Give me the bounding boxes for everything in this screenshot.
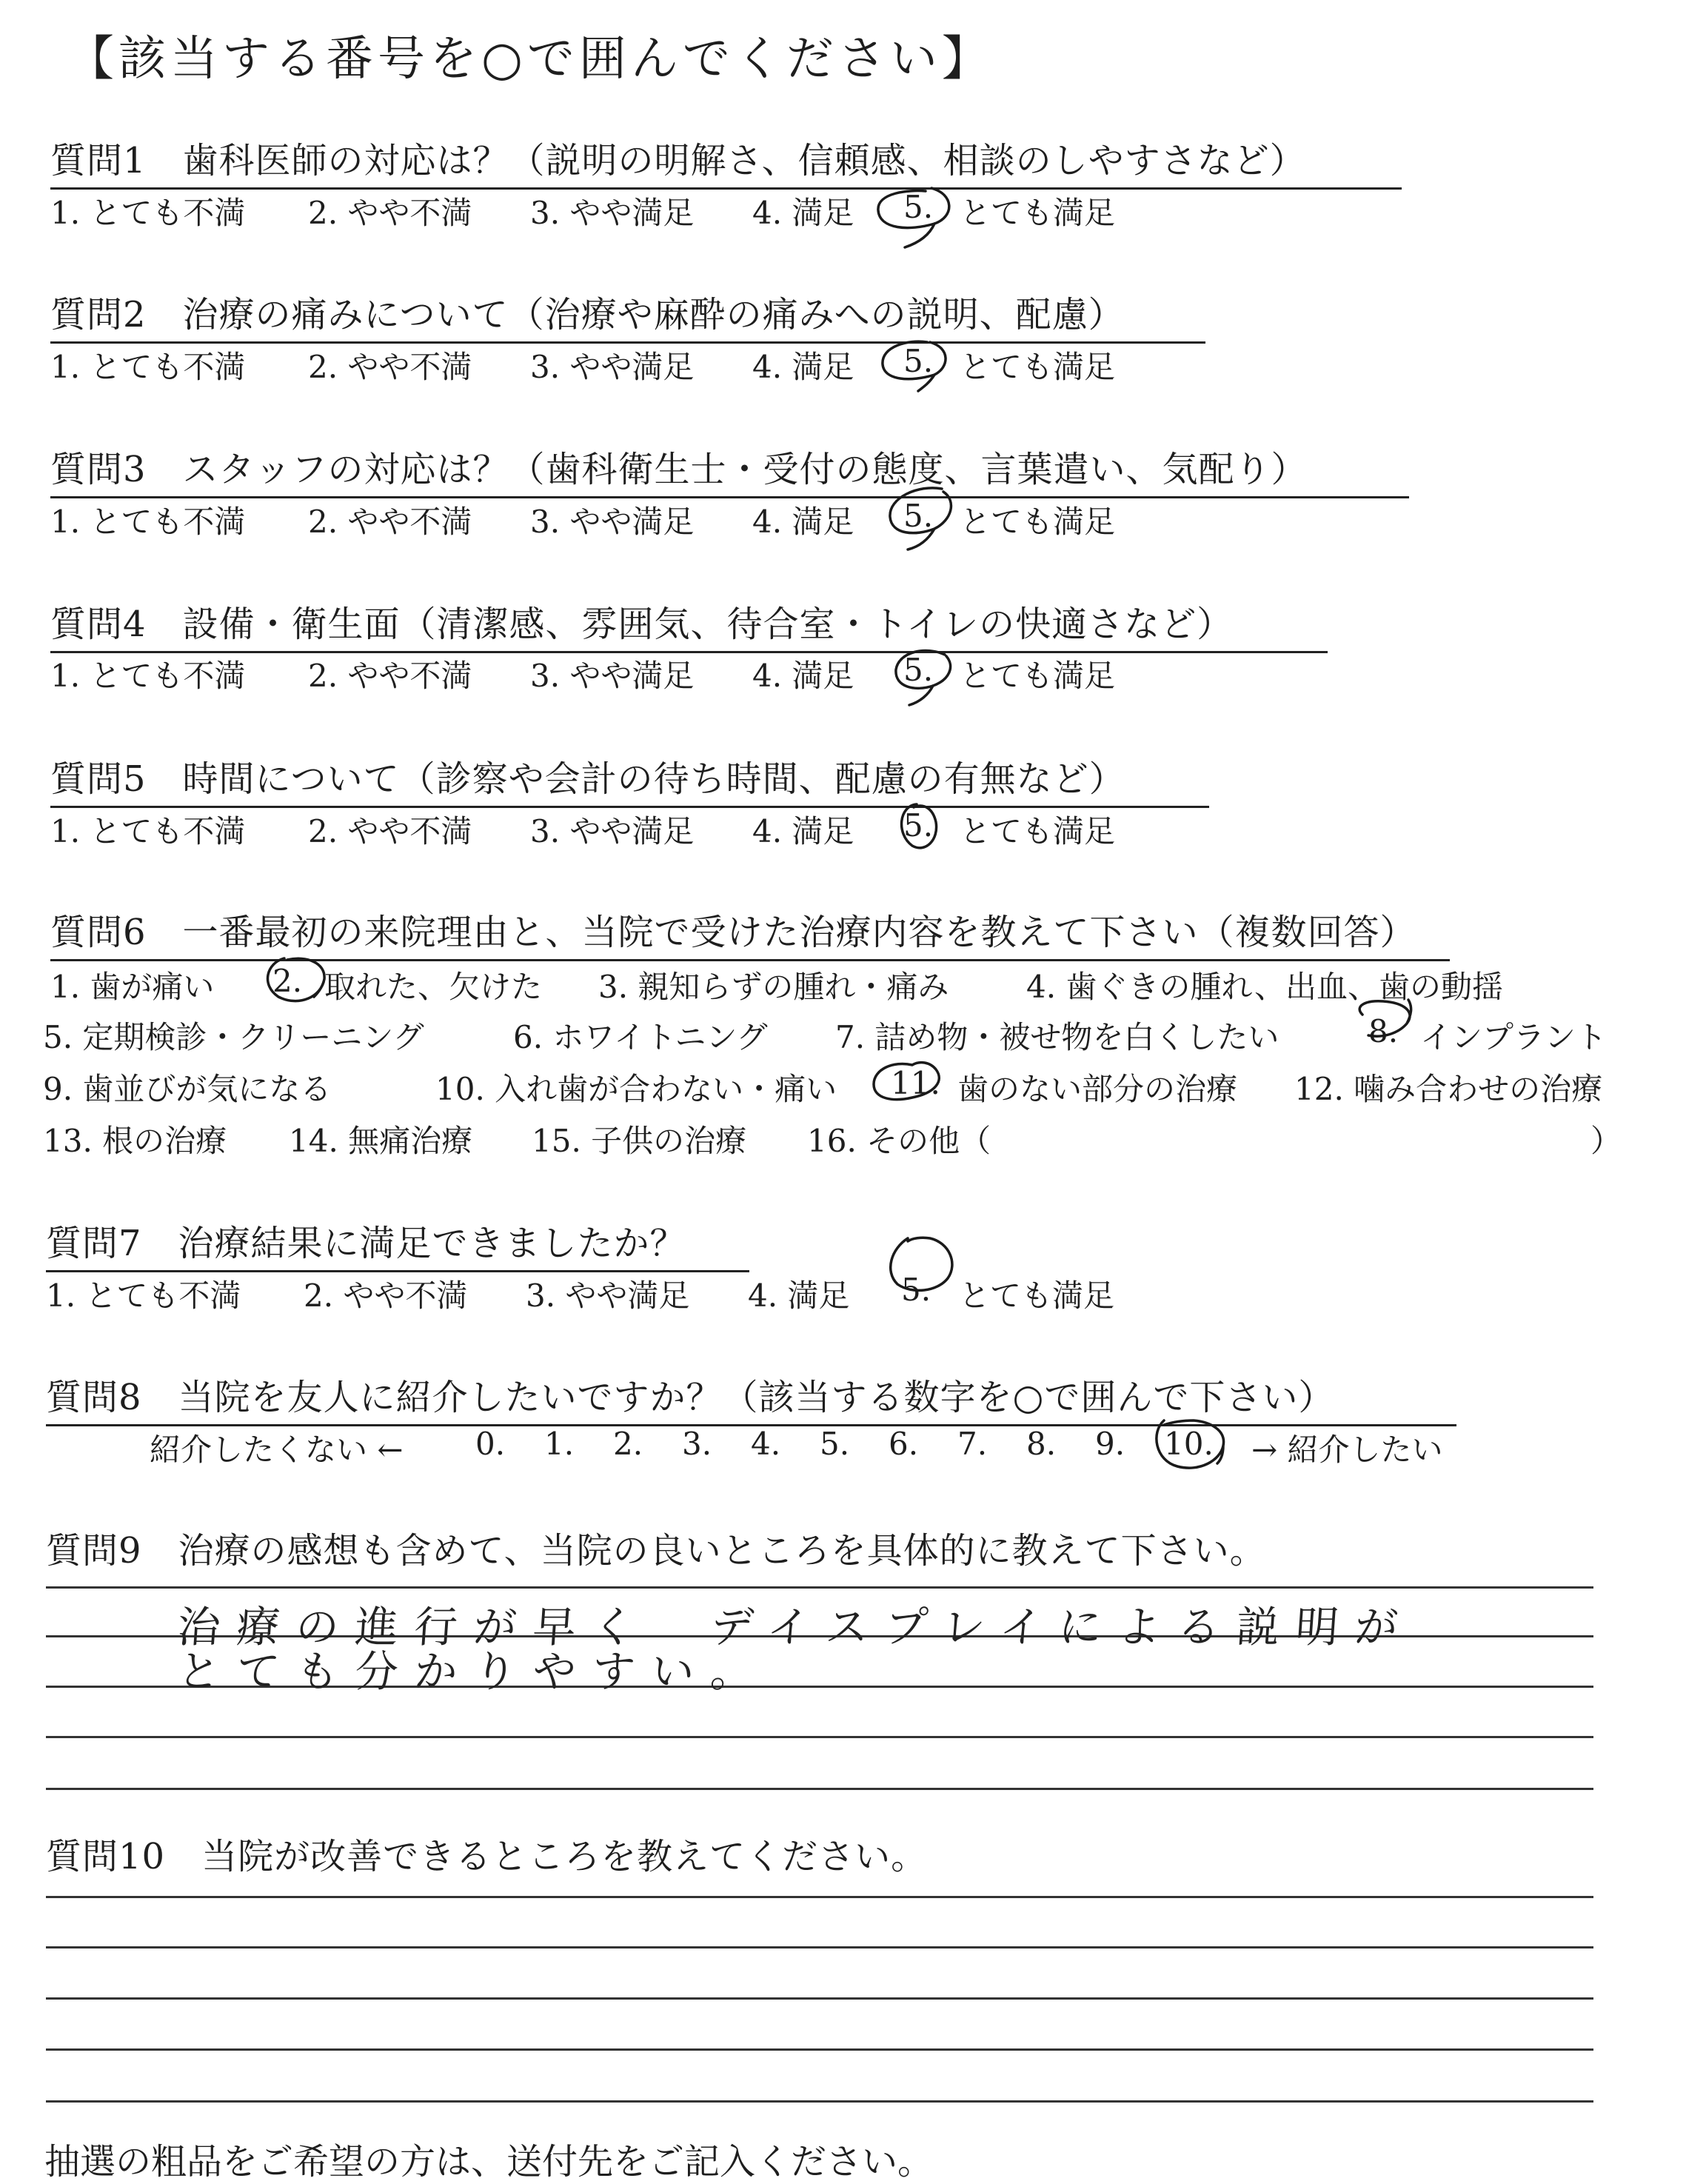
answer-line — [46, 1586, 1593, 1589]
option-14[interactable]: 14. 無痛治療 — [289, 1123, 473, 1159]
question-9-title: 質問9 治療の感想も含めて、当院の良いところを具体的に教えて下さい。 — [46, 1530, 1266, 1572]
option-2-label: 取れた、欠けた — [324, 969, 543, 1005]
option-5[interactable]: 5. — [903, 498, 934, 534]
option-8-label: インプラント — [1420, 1019, 1608, 1055]
question-6-title: 質問6 一番最初の来院理由と、当院で受けた治療内容を教えて下さい（複数回答） — [50, 904, 1450, 961]
question-4-title: 質問4 設備・衛生面（清潔感、雰囲気、待合室・トイレの快適さなど） — [50, 595, 1328, 653]
option-10[interactable]: 10. 入れ歯が合わない・痛い — [435, 1071, 837, 1107]
question-8-title: 質問8 当院を友人に紹介したいですか？（該当する数字を○で囲んで下さい） — [46, 1369, 1456, 1426]
handwritten-answer-line-1: 治療の進行が早く デイスプレイによる説明が — [175, 1602, 1416, 1652]
option-5[interactable]: 5. 定期検診・クリーニング — [43, 1019, 424, 1055]
option-11-label: 歯のない部分の治療 — [957, 1071, 1238, 1107]
question-5-title: 質問5 時間について（診察や会計の待ち時間、配慮の有無など） — [50, 750, 1209, 808]
option-5-label: とても満足 — [960, 195, 1116, 231]
scale-0[interactable]: 0. — [475, 1426, 506, 1462]
answer-line — [46, 1997, 1593, 2000]
option-4[interactable]: 4. 満足 — [752, 504, 854, 540]
answer-line — [46, 2100, 1593, 2103]
option-3[interactable]: 3. やや満足 — [526, 1278, 690, 1314]
question-1-title: 質問1 歯科医師の対応は？（説明の明解さ、信頼感、相談のしやすさなど） — [50, 132, 1402, 190]
option-4[interactable]: 4. 満足 — [752, 349, 854, 385]
option-16[interactable]: 16. その他（ — [807, 1123, 991, 1159]
option-2[interactable]: 2. やや不満 — [308, 195, 472, 231]
option-4[interactable]: 4. 満足 — [752, 195, 854, 231]
option-4[interactable]: 4. 歯ぐきの腫れ、出血、歯の動揺 — [1026, 969, 1503, 1005]
answer-line — [46, 1788, 1593, 1790]
option-5-label: とても満足 — [960, 504, 1116, 540]
option-8[interactable]: 8. — [1368, 1013, 1399, 1049]
option-1[interactable]: 1. とても不満 — [50, 504, 246, 540]
option-1[interactable]: 1. とても不満 — [50, 658, 246, 694]
option-2[interactable]: 2. やや不満 — [308, 504, 472, 540]
scale-6[interactable]: 6. — [889, 1426, 919, 1462]
scale-8[interactable]: 8. — [1026, 1426, 1057, 1462]
scale-right-label: → 紹介したい — [1251, 1432, 1443, 1468]
option-5-label: とても満足 — [960, 813, 1116, 849]
handwritten-answer-line-2: とても分かりやすい。 — [175, 1646, 772, 1697]
scale-4[interactable]: 4. — [751, 1426, 781, 1462]
option-5[interactable]: 5. — [903, 652, 934, 688]
option-2[interactable]: 2. やや不満 — [308, 813, 472, 849]
scale-3[interactable]: 3. — [682, 1426, 712, 1462]
option-1[interactable]: 1. とても不満 — [46, 1278, 241, 1314]
option-13[interactable]: 13. 根の治療 — [43, 1123, 227, 1159]
option-2[interactable]: 2. やや不満 — [304, 1278, 468, 1314]
option-5[interactable]: 5. — [903, 189, 934, 225]
form-heading: 【該当する番号を○で囲んでください】 — [67, 32, 994, 87]
answer-line — [46, 2048, 1593, 2051]
option-3[interactable]: 3. やや満足 — [530, 349, 695, 385]
option-7[interactable]: 7. 詰め物・被せ物を白くしたい — [835, 1019, 1280, 1055]
option-1[interactable]: 1. とても不満 — [50, 813, 246, 849]
answer-line — [46, 1946, 1593, 1948]
question-2-title: 質問2 治療の痛みについて（治療や麻酔の痛みへの説明、配慮） — [50, 286, 1205, 344]
option-12[interactable]: 12. 噛み合わせの治療 — [1294, 1071, 1603, 1107]
question-7-title: 質問7 治療結果に満足できましたか？ — [46, 1215, 749, 1272]
scale-7[interactable]: 7. — [957, 1426, 988, 1462]
scale-left-label: 紹介したくない ← — [150, 1432, 404, 1468]
option-2[interactable]: 2. — [272, 963, 303, 999]
question-3-title: 質問3 スタッフの対応は？（歯科衛生士・受付の態度、言葉遣い、気配り） — [50, 441, 1409, 498]
option-16-close-paren: ） — [1590, 1123, 1622, 1159]
option-6[interactable]: 6. ホワイトニング — [513, 1019, 768, 1055]
option-5-label: とても満足 — [960, 658, 1116, 694]
option-1[interactable]: 1. とても不満 — [50, 195, 246, 231]
scale-2[interactable]: 2. — [613, 1426, 643, 1462]
option-2[interactable]: 2. やや不満 — [308, 658, 472, 694]
scale-9[interactable]: 9. — [1095, 1426, 1125, 1462]
answer-line — [46, 1736, 1593, 1738]
option-11[interactable]: 11. — [891, 1065, 940, 1101]
option-4[interactable]: 4. 満足 — [752, 658, 854, 694]
option-3[interactable]: 3. やや満足 — [530, 813, 695, 849]
option-3[interactable]: 3. やや満足 — [530, 504, 695, 540]
option-3[interactable]: 3. 親知らずの腫れ・痛み — [598, 969, 949, 1005]
option-9[interactable]: 9. 歯並びが気になる — [43, 1071, 332, 1107]
scale-1[interactable]: 1. — [544, 1426, 575, 1462]
option-5[interactable]: 5. — [901, 1272, 931, 1308]
option-4[interactable]: 4. 満足 — [752, 813, 854, 849]
option-3[interactable]: 3. やや満足 — [530, 195, 695, 231]
question-10-title: 質問10 当院が改善できるところを教えてください。 — [46, 1836, 928, 1877]
option-2[interactable]: 2. やや不満 — [308, 349, 472, 385]
option-5[interactable]: 5. — [903, 807, 934, 844]
option-15[interactable]: 15. 子供の治療 — [532, 1123, 747, 1159]
option-4[interactable]: 4. 満足 — [748, 1278, 850, 1314]
option-5[interactable]: 5. — [903, 343, 934, 379]
footer-note: 抽選の粗品をご希望の方は、送付先をご記入ください。 — [44, 2141, 934, 2183]
scale-5[interactable]: 5. — [820, 1426, 850, 1462]
option-5-label: とても満足 — [959, 1278, 1115, 1314]
option-5-label: とても満足 — [960, 349, 1116, 385]
answer-line — [46, 1896, 1593, 1898]
option-1[interactable]: 1. とても不満 — [50, 349, 246, 385]
scale-10[interactable]: 10. — [1164, 1426, 1214, 1462]
option-1[interactable]: 1. 歯が痛い — [50, 969, 215, 1005]
option-3[interactable]: 3. やや満足 — [530, 658, 695, 694]
